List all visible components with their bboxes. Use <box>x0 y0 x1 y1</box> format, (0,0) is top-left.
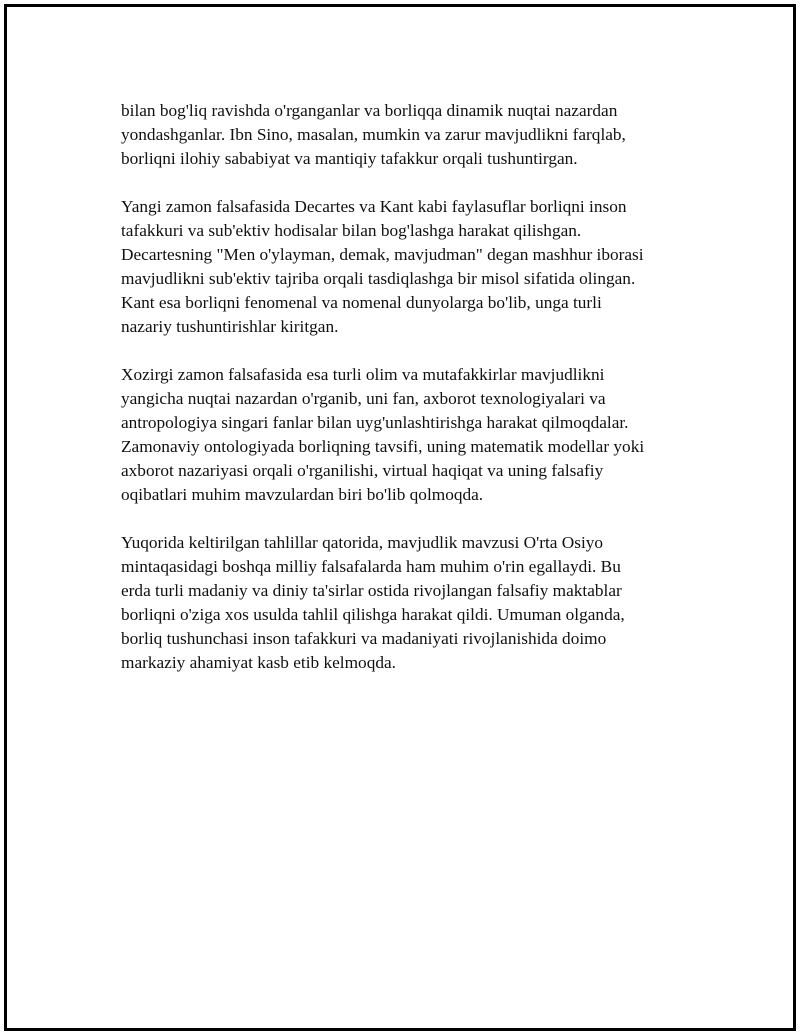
paragraph-central-asia: Yuqorida keltirilgan tahlillar qatorida, mavjudlik mavzusi O'rta Osiyo mintaqasidagi boshqa milliy falsafalarda ham muhim o'rin egallaydi. Bu erda turli madaniy va diniy ta'sirlar ostida rivojlangan falsafiy maktablar borliqni o'ziga xos usulda tahlil qilishga harakat qildi. Umuman olganda, borliq tushunchasi inson tafakkuri va madaniyati rivojlanishida doimo markaziy ahamiyat kasb etib kelmoqda. <box>121 533 625 672</box>
paragraph-modern-philosophy: Yangi zamon falsafasida Decartes va Kant kabi faylasuflar borliqni inson tafakkuri va sub'ektiv hodisalar bilan bog'lashga harakat qilishgan. Decartesning "Men o'ylayman, demak, mavjudman" degan mashhur iborasi mavjudlikni sub'ektiv tajriba orqali tasdiqlashga bir misol sifatida olingan. Kant esa borliqni fenomenal va nomenal dunyolarga bo'lib, unga turli nazariy tushuntirishlar kiritgan. <box>121 197 644 336</box>
paragraph-contemporary-philosophy: Xozirgi zamon falsafasida esa turli olim va mutafakkirlar mavjudlikni yangicha nuqtai nazardan o'rganib, uni fan, axborot texnologiyalari va antropologiya singari fanlar bilan uyg'unlashtirishga harakat qilmoqdalar. Zamonaviy ontologiyada borliqning tavsifi, uning matematik modellar yoki axborot nazariyasi orqali o'rganilishi, virtual haqiqat va uning falsafiy oqibatlari muhim mavzulardan biri bo'lib qolmoqda. <box>121 365 645 504</box>
document-page <box>4 4 796 1031</box>
document-body <box>121 99 666 699</box>
paragraph-ibn-sino: bilan bog'liq ravishda o'rganganlar va borliqqa dinamik nuqtai nazardan yondashganlar. Ibn Sino, masalan, mumkin va zarur mavjudlikni farqlab, borliqni ilohiy sababiyat va mantiqiy tafakkur orqali tushuntirgan. <box>121 101 626 168</box>
